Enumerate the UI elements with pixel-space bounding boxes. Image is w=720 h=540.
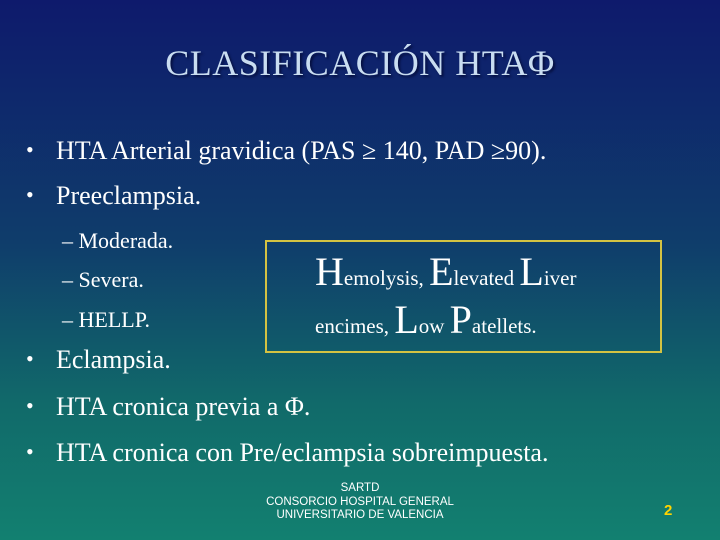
hellp-text: levated (453, 266, 520, 290)
page-number: 2 (664, 502, 673, 519)
bullet-text: HTA cronica con Pre/eclampsia sobreimpuesta. (56, 438, 549, 467)
sub-item: – HELLP. (62, 307, 150, 332)
hellp-text: ow (418, 314, 450, 338)
bullet-item (26, 136, 546, 166)
hellp-text: iver (543, 266, 577, 290)
hellp-line-2 (315, 297, 537, 342)
bullet-item (26, 392, 310, 422)
bullet-text: HTA cronica previa a Φ. (56, 392, 311, 421)
bullet-icon: • (26, 182, 34, 207)
hellp-cap-p: P (449, 297, 472, 342)
hellp-text: encimes, (315, 314, 395, 338)
footer-credit (200, 482, 520, 523)
hellp-text: atellets. (471, 314, 537, 338)
hellp-definition-box (265, 240, 662, 353)
bullet-item (26, 181, 201, 211)
hellp-cap-l: L (519, 249, 544, 294)
slide-title: CLASIFICACIÓN HTAΦ (165, 43, 555, 83)
bullet-text: HTA Arterial gravidica (PAS ≥ 140, PAD ≥90). (56, 136, 547, 165)
hellp-cap-l2: L (394, 297, 419, 342)
sub-item: – Moderada. (62, 228, 174, 253)
bullet-icon: • (26, 346, 34, 371)
bullet-icon: • (26, 439, 34, 464)
bullet-item (26, 438, 548, 468)
bullet-item (26, 345, 171, 375)
bullet-icon: • (26, 393, 34, 418)
footer-line: SARTD (340, 482, 380, 494)
bullet-text: Preeclampsia. (56, 181, 202, 210)
hellp-cap-h: H (315, 249, 344, 294)
footer-line: CONSORCIO HOSPITAL GENERAL (266, 495, 454, 508)
sub-item: – Severa. (62, 267, 144, 292)
hellp-text: emolysis, (343, 266, 430, 290)
bullet-text: Eclampsia. (56, 345, 171, 374)
bullet-icon: • (26, 137, 34, 162)
footer-line: UNIVERSITARIO DE VALENCIA (276, 509, 444, 521)
hellp-cap-e: E (429, 249, 454, 294)
hellp-line-1 (315, 249, 577, 294)
